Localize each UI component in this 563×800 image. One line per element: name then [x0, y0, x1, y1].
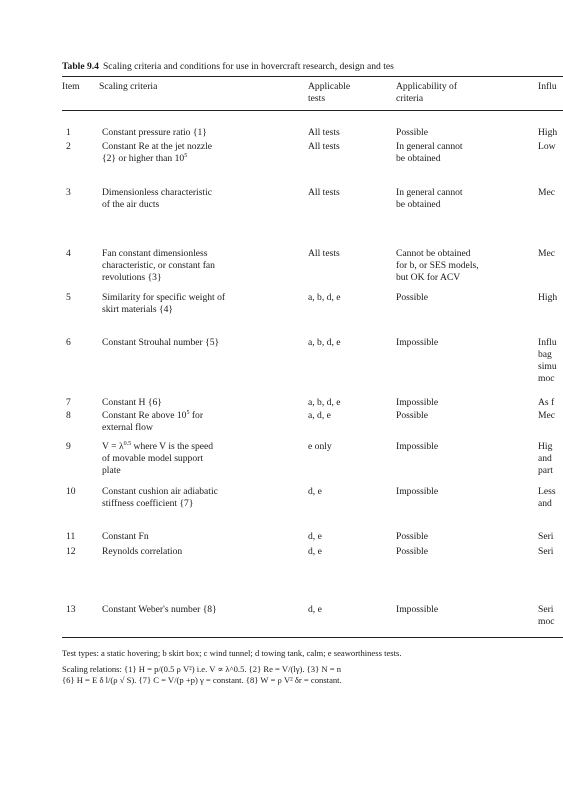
scaling-relations-line1: Scaling relations: {1} H = p/(0.5 ρ V²) i.e. V ∝ λ^0.5. {2} Re = V/(lγ). {3} N = n: [62, 664, 342, 674]
header-rule: [62, 110, 563, 111]
applicability: Possible: [396, 546, 428, 557]
applicability: Impossible: [396, 604, 439, 615]
test-types-note: Test types: a static hovering; b skirt box; c wind tunnel; d towing tank, calm; e seaworthiness tests.: [62, 648, 402, 658]
influence: Seri moc: [538, 604, 555, 627]
applicability: Impossible: [396, 397, 439, 408]
scaling-criteria: Reynolds correlation: [102, 546, 183, 557]
influence: Less and: [538, 486, 556, 509]
influence: Mec: [538, 410, 556, 421]
applicability: Cannot be obtained for b, or SES models, but OK for ACV: [396, 248, 479, 283]
influence: Mec: [538, 187, 556, 198]
applicable-tests: a, b, d, e: [308, 397, 341, 408]
table-caption: [62, 61, 394, 72]
item-number: 2: [66, 141, 71, 152]
applicable-tests: a, d, e: [308, 410, 331, 421]
scaling-criteria: Dimensionless characteristic of the air ducts: [102, 187, 213, 210]
influence: Seri: [538, 531, 554, 542]
table-title: Scaling criteria and conditions for use in hovercraft research, design and tes: [102, 61, 394, 72]
applicability: Possible: [396, 410, 428, 421]
item-number: 12: [66, 546, 76, 557]
scaling-criteria: Constant cushion air adiabatic stiffness coefficient {7}: [102, 486, 218, 509]
influence: High: [538, 292, 558, 303]
item-number: 11: [66, 531, 76, 542]
applicability: In general cannot be obtained: [396, 187, 463, 210]
applicability: Possible: [396, 292, 428, 303]
header-influence: Influ: [538, 81, 557, 92]
applicability: Impossible: [396, 337, 439, 348]
item-number: 5: [66, 292, 71, 303]
applicable-tests: d, e: [308, 486, 322, 497]
scaling-criteria: Constant H {6}: [102, 397, 162, 408]
item-number: 6: [66, 337, 71, 348]
header-item: Item: [62, 81, 80, 92]
influence: Influ bag simu moc: [538, 337, 557, 384]
applicable-tests: a, b, d, e: [308, 337, 341, 348]
applicable-tests: All tests: [308, 141, 340, 152]
item-number: 10: [66, 486, 76, 497]
influence: Seri: [538, 546, 554, 557]
scaling-criteria: Constant pressure ratio {1}: [102, 127, 207, 138]
item-number: 4: [66, 248, 71, 259]
applicability: Possible: [396, 531, 428, 542]
scaling-criteria: Constant Fn: [102, 531, 149, 542]
bottom-rule: [62, 637, 563, 638]
applicable-tests: d, e: [308, 546, 322, 557]
superscript: 5: [186, 409, 190, 416]
header-applicability: Applicability of criteria: [396, 81, 458, 104]
scaling-criteria: Similarity for specific weight of skirt materials {4}: [102, 292, 226, 315]
scaling-criteria: Constant Re above $10^5$ for external flow: [102, 409, 204, 433]
top-rule: [62, 76, 563, 77]
applicable-tests: All tests: [308, 248, 340, 259]
influence: Low: [538, 141, 556, 152]
scaling-relations-line2: {6} H = E δ l/(ρ √ S). {7} C = V/(p +p) γ = constant. {8} W = ρ V² δr = constant.: [62, 675, 342, 685]
superscript: 0.5: [123, 440, 132, 447]
header-tests: Applicable tests: [308, 81, 351, 104]
applicable-tests: d, e: [308, 604, 322, 615]
applicable-tests: e only: [308, 441, 332, 452]
item-number: 8: [66, 410, 71, 421]
item-number: 1: [66, 127, 71, 138]
item-number: 7: [66, 397, 71, 408]
scaling-criteria: Constant Weber's number {8}: [102, 604, 217, 615]
item-number: 3: [66, 187, 71, 198]
applicability: Impossible: [396, 486, 439, 497]
applicable-tests: d, e: [308, 531, 322, 542]
applicability: Possible: [396, 127, 428, 138]
table-label: Table 9.4: [62, 61, 99, 72]
applicability: In general cannot be obtained: [396, 141, 463, 164]
scaling-criteria: $V = \lambda^{0.5}$ where V is the speed of movable model support plate: [102, 440, 214, 476]
superscript: 5: [184, 152, 188, 159]
scaling-criteria: Fan constant dimensionless characteristic, or constant fan revolutions {3}: [102, 248, 215, 283]
influence: High: [538, 127, 558, 138]
applicability: Impossible: [396, 441, 439, 452]
applicable-tests: All tests: [308, 127, 340, 138]
scaling-criteria: Constant Re at the jet nozzle {2} or higher than $10^5$: [102, 141, 213, 164]
influence: Hig and part: [538, 441, 553, 476]
applicable-tests: All tests: [308, 187, 340, 198]
influence: As f: [538, 397, 555, 408]
header-criteria: Scaling criteria: [99, 81, 158, 92]
influence: Mec: [538, 248, 556, 259]
scaling-criteria: Constant Strouhal number {5}: [102, 337, 220, 348]
item-number: 9: [66, 441, 71, 452]
applicable-tests: a, b, d, e: [308, 292, 341, 303]
item-number: 13: [66, 604, 76, 615]
